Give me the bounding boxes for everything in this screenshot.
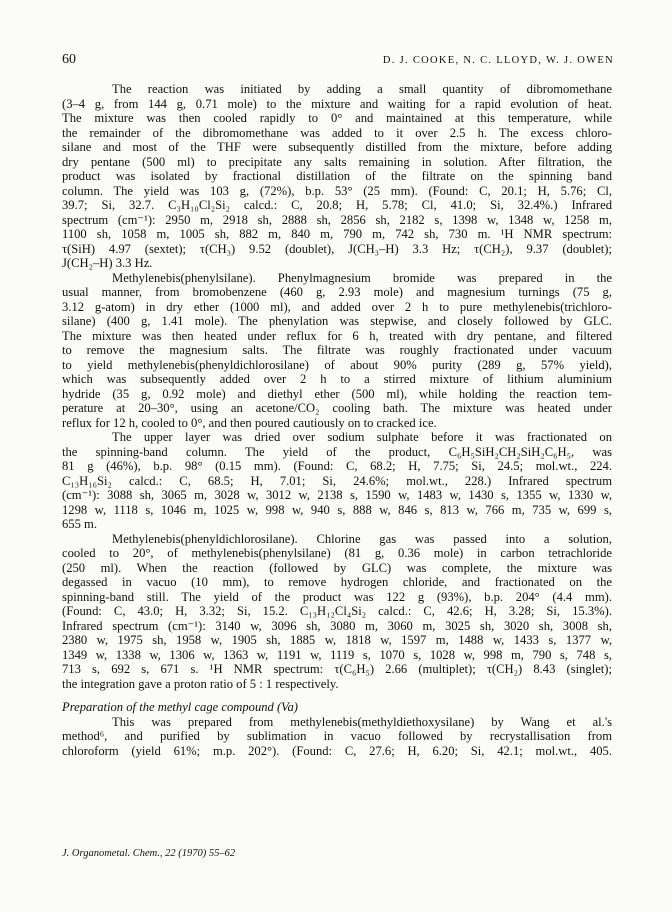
text-line: 3.12 g-atom) in dry ether (1000 ml), and added over 2 h to pure methylenebis(trichloro- — [62, 299, 612, 314]
text-line: cooled to 20°, of methylenebis(phenylsilane) (81 g, 0.36 mole) in carbon tetrachloride — [62, 546, 612, 560]
text-line: (3–4 g, from 144 g, 0.71 mole) to the mixture and waiting for a rapid evolution of heat. — [62, 96, 612, 111]
text-line: The mixture was then cooled rapidly to 0° and maintained at this temperature, while — [62, 111, 612, 125]
text-line: 81 g (46%), b.p. 98° (0.15 mm). (Found: C, 68.2; H, 7.75; Si, 24.5; mol.wt., 224. — [62, 459, 612, 473]
text-line: Methylenebis(phenylsilane). Phenylmagnesium bromide was prepared in the — [112, 270, 612, 285]
text-line: which was subsequently added over 2 h to a stirred mixture of lithium aluminium — [62, 372, 612, 386]
text-line: chloroform (yield 61%; m.p. 202°). (Found: C, 27.6; H, 6.20; Si, 42.1; mol.wt., 405. — [62, 743, 612, 758]
section-heading: Preparation of the methyl cage compound (Va) — [62, 700, 298, 714]
text-line: degassed in vacuo (10 mm), to remove hydrogen chloride, and fractionated on the — [62, 575, 612, 589]
text-line: silane and most of the THF were subsequently distilled from the mixture, before adding — [62, 140, 612, 154]
text-line: 1349 w, 1338 w, 1306 w, 1363 w, 1191 w, 1119 s, 1070 s, 1028 w, 998 m, 790 s, 748 s, — [62, 647, 612, 662]
text-line: Infrared spectrum (cm⁻¹): 3140 w, 3096 sh, 3080 m, 3060 m, 3025 sh, 3020 sh, 3008 sh, — [62, 618, 612, 633]
text-line: the integration gave a proton ratio of 5 : 1 respectively. — [62, 676, 339, 691]
body-text — [62, 82, 612, 758]
text-line: The mixture was then heated under reflux for 6 h, treated with dry pentane, and filtered — [62, 328, 612, 343]
text-line: (Found: C, 43.0; H, 3.32; Si, 15.2. C₁₃H₁₂Cl₄Si₂ calcd.: C, 42.6; H, 3.28; Si, 15.3%). — [62, 604, 612, 618]
text-line: reflux for 12 h, cooled to 0°, and then poured cautiously on to cracked ice. — [62, 415, 437, 430]
text-line: silane) (400 g, 1.41 mole). The phenylation was stepwise, and closely followed by GLC. — [62, 314, 612, 328]
text-line: dry pentane (500 ml) to precipitate any salts remaining in solution. After filtration, the — [62, 154, 612, 169]
text-line: hydride (35 g, 0.92 mole) and diethyl ether (500 ml), while holding the reaction tem- — [62, 386, 612, 401]
text-line: The upper layer was dried over sodium sulphate before it was fractionated on — [112, 430, 612, 444]
text-line: to yield methylenebis(phenyldichlorosilane) of about 90% purity (289 g, 57% yield), — [62, 357, 612, 372]
text-line: τ(SiH) 4.97 (sextet); τ(CH₃) 9.52 (doublet), J(CH₃–H) 3.3 Hz; τ(CH₂), 9.37 (doublet); — [62, 241, 612, 256]
page-number: 60 — [62, 52, 76, 67]
text-line: to remove the magnesium salts. The filtrate was roughly fractionated under vacuum — [62, 343, 612, 357]
text-line: (250 ml). When the reaction (followed by GLC) was complete, the mixture was — [62, 560, 612, 575]
text-line: 2380 w, 1975 sh, 1958 w, 1905 sh, 1885 w, 1818 w, 1597 m, 1488 w, 1433 s, 1377 w, — [62, 633, 612, 647]
text-line: column. The yield was 103 g, (72%), b.p. 53° (25 mm). (Found: C, 20.1; H, 5.76; Cl, — [62, 183, 612, 198]
running-head-authors: D. J. COOKE, N. C. LLOYD, W. J. OWEN — [382, 55, 614, 66]
text-line: The reaction was initiated by adding a small quantity of dibromomethane — [112, 82, 612, 96]
text-line: 1100 sh, 1058 m, 1005 sh, 882 m, 840 m, 790 m, 742 sh, 730 m. ¹H NMR spectrum: — [62, 227, 612, 241]
paragraph-gap — [62, 691, 612, 700]
page-header — [62, 52, 614, 68]
text-line: the remainder of the dibromomethane was added to it over 2.5 h. The excess chloro- — [62, 125, 612, 140]
journal-footer: J. Organometal. Chem., 22 (1970) 55–62 — [62, 848, 236, 859]
text-line: C₁₃H₁₆Si₂ calcd.: C, 68.5; H, 7.01; Si, 24.6%; mol.wt., 228.) Infrared spectrum — [62, 473, 612, 488]
text-line: the spinning-band column. The yield of the product, C₆H₅SiH₂CH₂SiH₂C₆H₅, was — [62, 444, 612, 459]
text-line: perature at 20–30°, using an acetone/CO₂ cooling bath. The mixture was heated under — [62, 401, 612, 415]
text-line: 713 s, 692 s, 671 s. ¹H NMR spectrum: τ(C₆H₅) 2.66 (multiplet); τ(CH₂) 8.43 (singlet); — [62, 662, 612, 676]
text-line: 655 m. — [62, 517, 97, 531]
text-line: usual manner, from bromobenzene (460 g, 2.93 mole) and magnesium turnings (75 g, — [62, 285, 612, 299]
text-line: Methylenebis(phenyldichlorosilane). Chlorine gas was passed into a solution, — [112, 531, 612, 546]
text-line: (cm⁻¹): 3088 sh, 3065 m, 3028 w, 3012 w, 2138 s, 1590 w, 1483 w, 1430 s, 1355 w, 1330 w, — [62, 488, 612, 502]
text-line: This was prepared from methylenebis(methyldiethoxysilane) by Wang et al.'s — [112, 714, 612, 729]
text-line: spinning-band still. The yield of the product was 122 g (93%), b.p. 204° (4.4 mm). — [62, 589, 612, 604]
text-line: J(CH₂–H) 3.3 Hz. — [62, 256, 153, 270]
text-line: method⁶, and purified by sublimation in vacuo followed by recrystallisation from — [62, 729, 612, 743]
text-line: spectrum (cm⁻¹): 2950 m, 2918 sh, 2888 sh, 2856 sh, 2182 s, 1398 w, 1348 w, 1258 m, — [62, 212, 612, 227]
text-line: 1298 w, 1118 s, 1046 m, 1025 w, 998 w, 940 s, 888 w, 846 s, 813 w, 766 m, 735 w, 699 s, — [62, 502, 612, 517]
text-line: 39.7; Si, 32.7. C₃H₁₀Cl₂Si₂ calcd.: C, 20.8; H, 5.78; Cl, 41.0; Si, 32.4%.) Infrared — [62, 198, 612, 212]
text-line: product was isolated by fractional distillation of the filtrate on the spinning band — [62, 169, 612, 183]
